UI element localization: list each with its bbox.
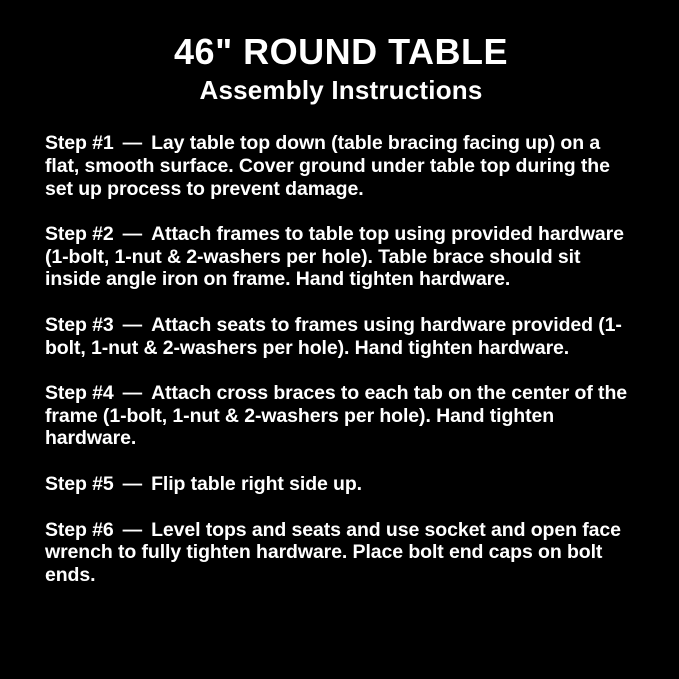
- step-text: Attach frames to table top using provided hardware (1-bolt, 1-nut & 2-washers per hole). Table brace should sit inside angle iron on frame. Hand tighten hardware.: [45, 223, 624, 291]
- step-label: Step #4: [45, 382, 114, 405]
- step-dash: —: [122, 472, 143, 495]
- header: [45, 30, 637, 106]
- step-item-6: [45, 519, 637, 587]
- step-dash: —: [122, 382, 143, 405]
- step-text: Lay table top down (table bracing facing up) on a flat, smooth surface. Cover ground under table top during the set up process to prevent damage.: [45, 132, 610, 200]
- step-item-2: [45, 223, 637, 291]
- step-text: Level tops and seats and use socket and open face wrench to fully tighten hardware. Place bolt end caps on bolt ends.: [45, 518, 621, 586]
- step-label: Step #6: [45, 518, 114, 541]
- step-label: Step #5: [45, 472, 114, 495]
- step-label: Step #3: [45, 313, 114, 336]
- step-item-5: [45, 473, 637, 496]
- step-text: Flip table right side up.: [151, 472, 363, 495]
- step-dash: —: [122, 313, 143, 336]
- step-item-3: [45, 314, 637, 359]
- step-dash: —: [122, 223, 143, 246]
- step-text: Attach cross braces to each tab on the center of the frame (1-bolt, 1-nut & 2-washers per hole). Hand tighten hardware.: [45, 382, 627, 450]
- steps-list: [45, 132, 637, 586]
- step-label: Step #2: [45, 223, 114, 246]
- step-dash: —: [122, 132, 143, 155]
- step-dash: —: [122, 518, 143, 541]
- step-label: Step #1: [45, 132, 114, 155]
- step-item-1: [45, 132, 637, 200]
- page-subtitle: Assembly Instructions: [199, 75, 483, 106]
- page-title: 46" ROUND TABLE: [174, 31, 508, 72]
- step-text: Attach seats to frames using hardware provided (1-bolt, 1-nut & 2-washers per hole). Hand tighten hardware.: [45, 313, 622, 359]
- step-item-4: [45, 382, 637, 450]
